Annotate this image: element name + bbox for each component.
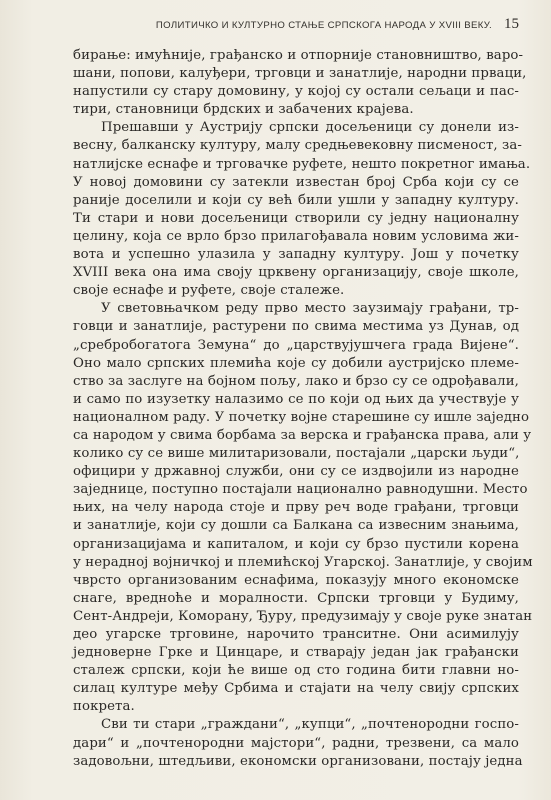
- text-line: снаге, вредноће и моралности. Српски трговци у Будиму,: [73, 590, 519, 606]
- text-line: ство за заслуге на бојном пољу, лако и брзо су се одрођавали,: [73, 373, 519, 389]
- paragraph: [73, 119, 531, 300]
- text-line: тири, становници брдских и забачених крајева.: [73, 102, 414, 118]
- text-line: говци и занатлије, растурени по свима местима уз Дунав, од: [73, 319, 519, 335]
- text-line: покрета.: [73, 699, 135, 715]
- text-line: XVIII века она има своју црквену организацију, своје школе,: [73, 265, 519, 281]
- text-line: националном раду. У почетку војне старешине су ишле заједно: [73, 409, 530, 425]
- paragraph: [73, 716, 523, 770]
- text-line: Прешавши у Аустрију српски досељеници су донели из-: [101, 120, 519, 136]
- text-line: раније доселили и који су већ били ушли у западну културу.: [73, 192, 519, 208]
- text-line: натлијске еснафе и трговачке руфете, нешто покретног имања.: [73, 156, 531, 172]
- text-line: Ти стари и нови досељеници створили су једну националну: [73, 210, 519, 226]
- text-line: официри у државној служби, они су се издвојили из народне: [73, 464, 519, 480]
- text-line: силац културе међу Србима и стајати на челу свију српских: [73, 681, 519, 697]
- text-line: Оно мало српских племића које су добили аустријско племе-: [73, 355, 519, 371]
- text-line: организацијама и капиталом, и који су брзо пустили корена: [73, 536, 519, 552]
- page-header: [72, 16, 519, 36]
- text-line: и само по изузетку налазимо се по који од њих да учествује у: [73, 391, 519, 407]
- running-head: ПОЛИТИЧКО И КУЛТУРНО СТАЊЕ СРПСКОГА НАРОДА У XVIII ВЕКУ.: [155, 20, 492, 31]
- text-line: целину, која се врло брзо прилагођавала новим условима жи-: [73, 228, 519, 244]
- text-line: У световњачком реду прво место заузимају грађани, тр-: [101, 301, 519, 317]
- text-line: своје еснафе и руфете, своје сталеже.: [73, 283, 345, 299]
- text-line: шани, попови, калуђери, трговци и занатлије, народни првaци,: [73, 66, 527, 82]
- text-line: њих, на челу народа стоје и прву реч воде грађани, трговци: [73, 500, 519, 516]
- paragraph: [73, 300, 533, 716]
- text-line: са народом у свима борбама за верска и грађанска права, али у: [73, 427, 532, 443]
- text-line: У новој домовини су затекли известан број Срба који су се: [73, 174, 519, 190]
- paragraph: [73, 47, 527, 119]
- text-line: сталеж српски, који ће више од сто година бити главни но-: [73, 663, 519, 679]
- text-line: Сви ти стари „граждани“, „купци“, „почтенородни госпо-: [101, 717, 519, 733]
- text-line: једноверне Грке и Цинцаре, и стварају један јак грађански: [73, 645, 519, 661]
- body-text: [73, 47, 533, 771]
- text-line: весну, балканску културу, малу средњевековну писменост, за-: [73, 138, 523, 154]
- text-line: део угарске трговине, нарочито транситне. Они асимилују: [73, 627, 519, 642]
- text-line: заједнице, поступно постајали национално равнодушни. Место: [73, 482, 528, 498]
- text-line: „сребробогатога Земуна“ до „царствујушчега града Вијене“.: [73, 337, 519, 353]
- text-line: вота и успешно улазила у западну културу. Још у почетку: [73, 247, 519, 263]
- text-line: у нерадној војничкој и племићској Угарској. Занатлије, у својим: [73, 554, 533, 570]
- text-line: и занатлије, који су дошли са Балкана са извесним знањима,: [73, 518, 519, 534]
- text-line: бирање: имућније, грађанско и отпорније становништво, варо-: [73, 48, 524, 63]
- text-line: чврсто организованим еснафима, показују много економске: [73, 572, 519, 588]
- text-line: напустили су стару домовину, у којој су остали сељаци и пас-: [73, 84, 519, 100]
- text-line: Сент-Андреји, Коморану, Ђуру, предузимају у своје руке знатан: [73, 608, 533, 624]
- page-number: 15: [504, 16, 519, 32]
- text-line: колико су се више милитаризовали, постајали „царски људи“,: [73, 446, 520, 462]
- text-line: задовољни, штедљиви, економски организовани, постају једна: [73, 753, 523, 769]
- text-line: дари“ и „почтенородни мајстори“, радни, трезвени, са мало: [73, 735, 519, 751]
